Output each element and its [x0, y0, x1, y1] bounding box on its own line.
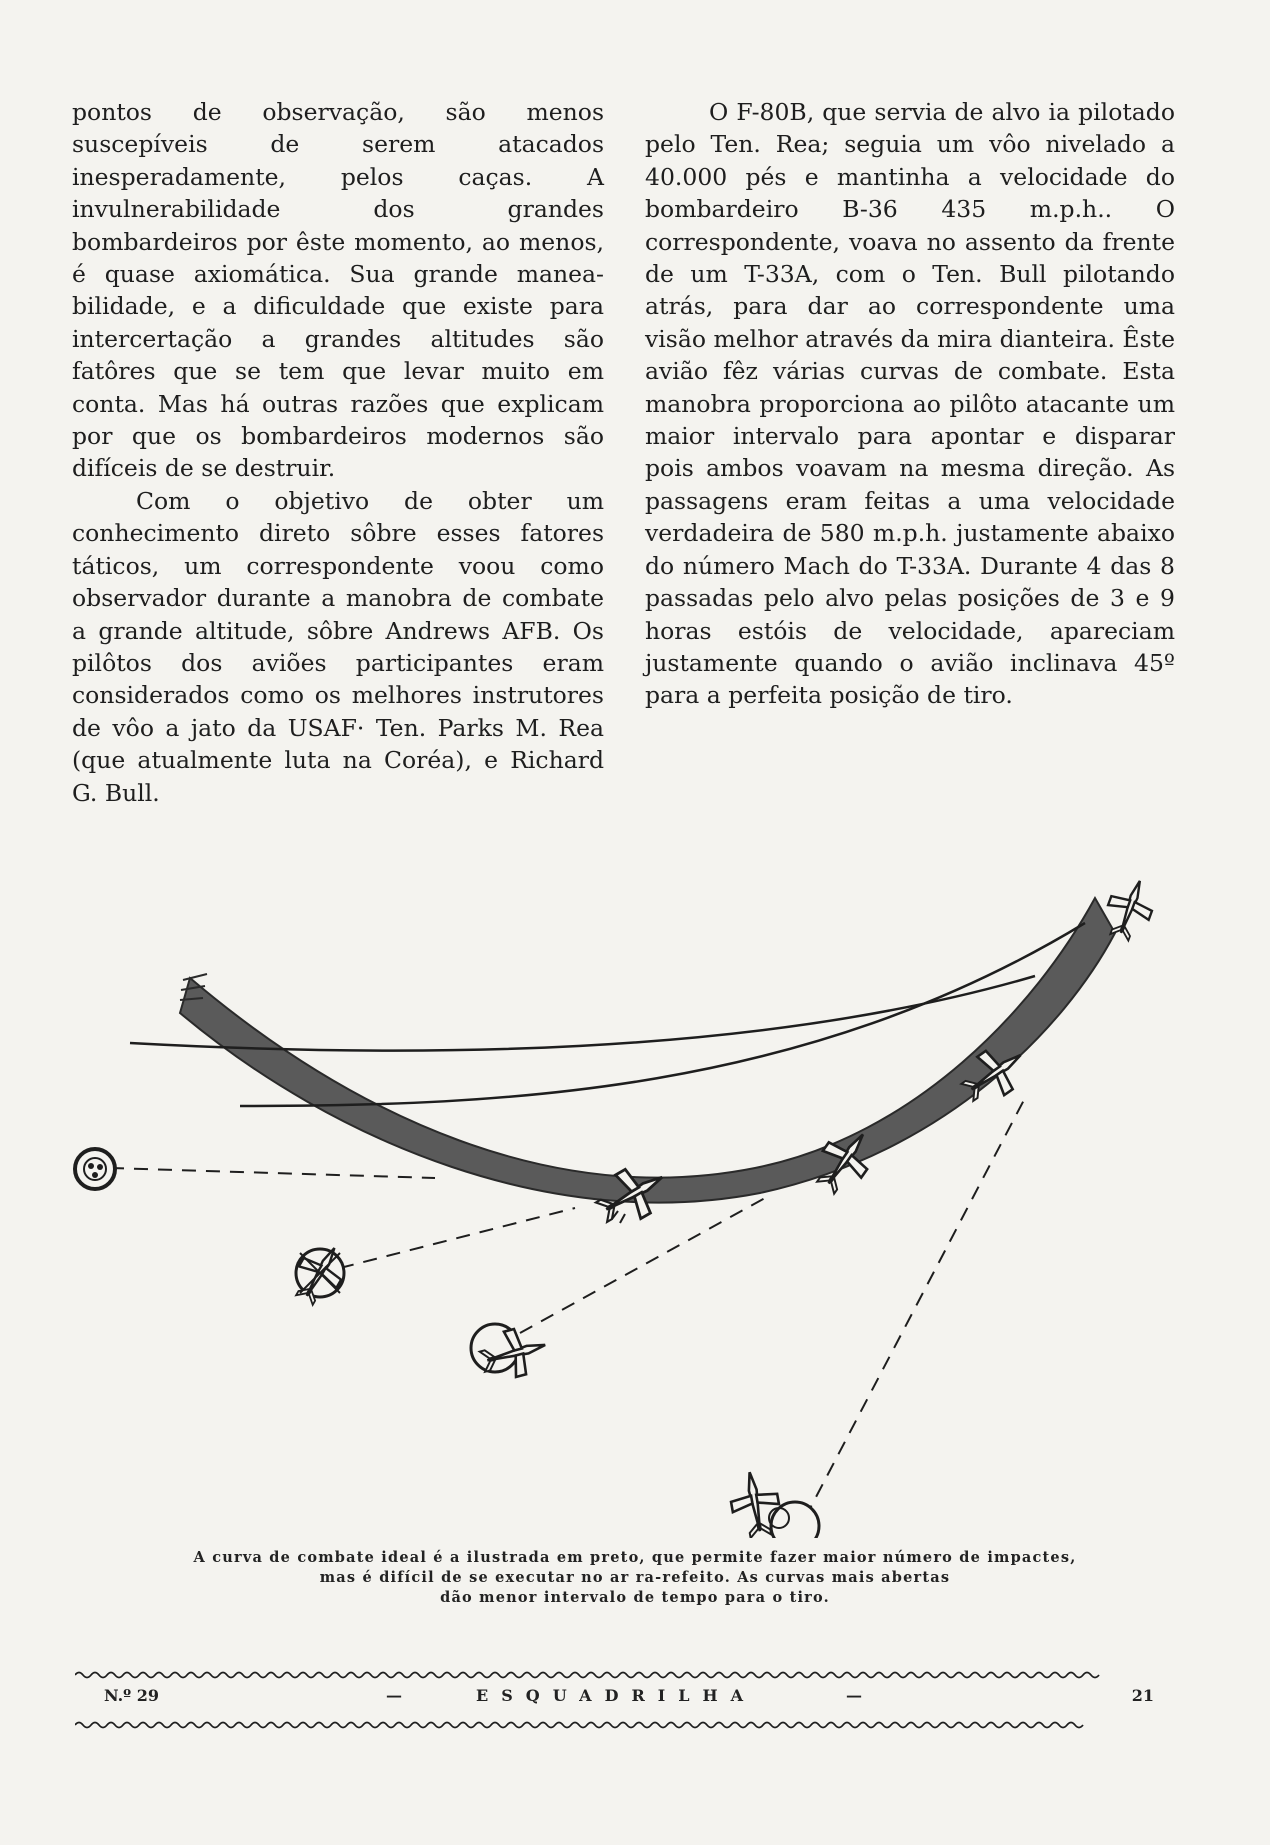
page-footer — [104, 1686, 1154, 1710]
gunsight-reticle-icon — [286, 1237, 353, 1311]
caption-line: dão menor intervalo de tempo para o tiro. — [440, 1589, 830, 1606]
sight-lines — [110, 1098, 1025, 1518]
caption-line: mas é difícil de se executar no ar ra-refeito. As curvas mais abertas — [319, 1569, 951, 1586]
caption-line: A curva de combate ideal é a ilustrada em preto, que permite fazer maior número de impactes, — [193, 1549, 1077, 1566]
gunsight-reticle-icon — [471, 1322, 551, 1384]
combat-curve-illustration — [55, 878, 1195, 1538]
footer-wavy-rule-bottom — [75, 1718, 1175, 1732]
gunsight-reticle-icon — [727, 1468, 819, 1538]
gunsight-reticle-icon — [75, 1149, 115, 1189]
footer-wavy-rule-top — [75, 1668, 1175, 1682]
paragraph-1: pontos de observação, são menos suscepíveis de serem atacados inesperadamente, pelos caças. A invulnerabilidade dos grandes bombardeiros por êste momento, ao menos, é quase axiomática. Sua grande manea-bilidade, e a dificuldade que existe para intercertação a grandes altitudes são fatôres que se tem que levar muito em conta. Mas há outras razões que explicam por que os bombardeiros modernos são difíceis de se destruir. — [72, 98, 604, 483]
footer-dash: — — [846, 1686, 862, 1705]
article-left-column — [72, 96, 604, 809]
illustration-caption — [110, 1548, 1160, 1608]
page-number: 21 — [1131, 1686, 1154, 1705]
paragraph-2: Com o objetivo de obter um conhecimento direto sôbre esses fatores táticos, um correspondente voou como observador durante a manobra de combate a grande altitude, sôbre Andrews AFB. Os pilôtos dos aviões participantes eram considerados como os melhores instrutores de vôo a jato da USAF· Ten. Parks M. Rea (que atualmente luta na Coréa), e Richard G. Bull. — [72, 486, 604, 807]
magazine-title: ESQUADRILHA — [476, 1686, 756, 1705]
paragraph-3: O F-80B, que servia de alvo ia pilotado pelo Ten. Rea; seguia um vôo nivelado a 40.000 pés e mantinha a velocidade do bombardeiro B-36 435 m.p.h.. O correspondente, voava no assento da frente de um T-33A, com o Ten. Bull pilotando atrás, para dar ao correspondente uma visão melhor através da mira dianteira. Êste avião fêz várias curvas de combate. Esta manobra proporciona ao pilôto atacante um maior intervalo para apontar e disparar pois ambos voavam na mesma direção. As passagens eram feitas a uma velocidade verdadeira de 580 m.p.h. justamente abaixo do número Mach do T-33A. Durante 4 das 8 passadas pelo alvo pelas posições de 3 e 9 horas estóis de velocidade, apareciam justamente quando o avião inclinava 45º para a perfeita posição de tiro. — [645, 98, 1175, 710]
footer-dash: — — [386, 1686, 402, 1705]
article-right-column — [645, 96, 1175, 712]
issue-number: N.º 29 — [104, 1686, 160, 1705]
